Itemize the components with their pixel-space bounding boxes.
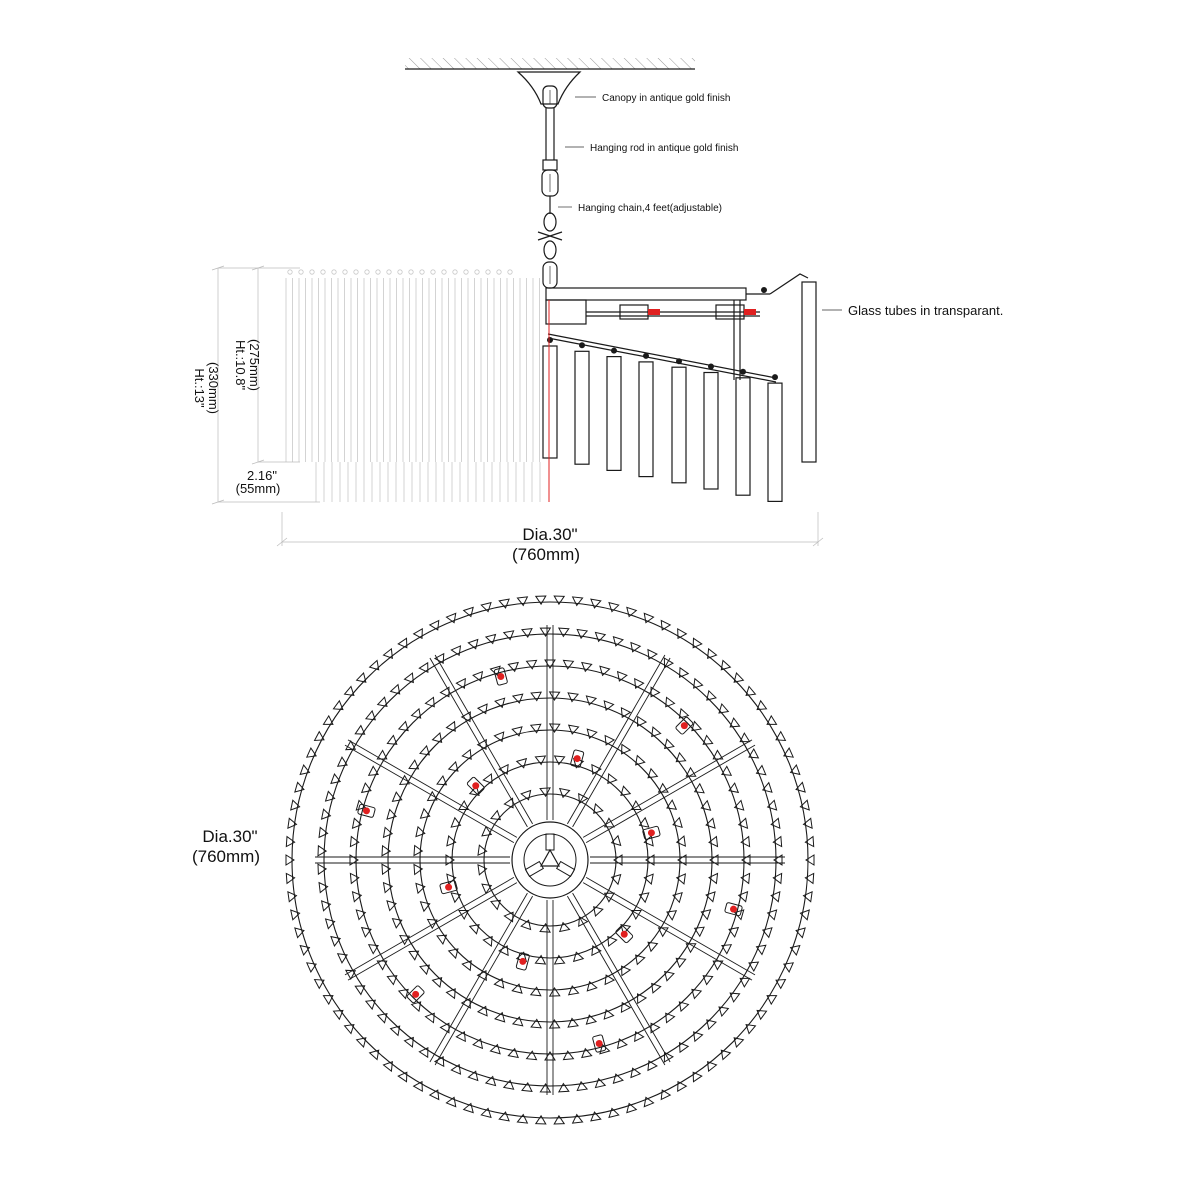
spoke-line [583, 883, 752, 981]
spoke-line [573, 658, 671, 827]
crystal-triangle [338, 757, 347, 766]
ghost-hook [431, 270, 435, 274]
crystal-triangle [350, 855, 358, 865]
crystal-triangle [768, 800, 777, 810]
crystal-triangle [295, 928, 304, 938]
glass-tube [736, 378, 750, 495]
ghost-hook [486, 270, 490, 274]
ghost-hook [398, 270, 402, 274]
ghost-hook [299, 270, 303, 274]
glass-tube [607, 357, 621, 471]
height-inner-label: Ht.:10.8" [233, 339, 248, 391]
tube-hook [611, 348, 617, 354]
crystal-triangle [517, 759, 527, 768]
crystal-triangle [661, 621, 670, 630]
crystal-triangle [673, 818, 682, 828]
tube-hook [547, 337, 553, 343]
lamp-bulb [621, 931, 628, 938]
crystal-triangle [550, 692, 560, 700]
crystal-triangle [545, 1052, 555, 1060]
drop-label: 2.16" [247, 468, 277, 483]
crystal-triangle [605, 736, 614, 745]
lamp-bulb [445, 884, 452, 891]
lamp-bulb [472, 782, 479, 789]
spoke-line [430, 658, 528, 827]
crystal-triangle [554, 596, 564, 604]
lamp-bulb [681, 722, 688, 729]
height-inner-mm-label: (275mm) [247, 338, 262, 392]
side-diameter-mm-label: (760mm) [511, 545, 581, 564]
glass-tube [543, 346, 557, 458]
height-outer-label: Ht.:13" [192, 368, 207, 408]
crystal-triangle [784, 963, 793, 972]
lamp-bulb [519, 958, 526, 965]
crystal-triangle [387, 809, 396, 819]
tube-hook [676, 358, 682, 364]
crystal-triangle [512, 984, 522, 993]
top-diameter-mm-label: (760mm) [191, 847, 261, 866]
ghost-hook [453, 270, 457, 274]
crystal-triangle [307, 963, 316, 972]
crystal-triangle [490, 1045, 500, 1054]
crystal-triangle [318, 864, 326, 874]
ghost-hook [310, 270, 314, 274]
tube-hook [579, 342, 585, 348]
lamp-bulb [412, 991, 419, 998]
ghost-hook [420, 270, 424, 274]
ghost-hook [387, 270, 391, 274]
crystal-triangle [695, 784, 704, 793]
glass-tubes-side [543, 282, 816, 501]
side-diameter-label: Dia.30" [522, 525, 578, 544]
crystal-triangle [600, 666, 610, 675]
spoke-line [573, 893, 671, 1062]
crystal-triangle [356, 910, 365, 920]
lamp-bulb [648, 829, 655, 836]
ghost-hook [365, 270, 369, 274]
crystal-triangle [806, 855, 814, 865]
crystal-triangle [605, 975, 614, 984]
crystal-triangle [486, 1077, 496, 1086]
crystal-triangle [481, 1108, 491, 1117]
ceiling-hatch [405, 58, 695, 69]
ghost-hook [288, 270, 292, 274]
top-view [192, 596, 814, 1124]
crystal-triangle [710, 855, 718, 865]
glass-tube [639, 362, 653, 477]
crystal-triangle [646, 855, 654, 865]
crystal-triangle [695, 927, 704, 936]
lamp-bulb [730, 906, 737, 913]
crystal-triangle [545, 660, 555, 668]
crystal-triangle [742, 855, 750, 865]
frame-arm [546, 274, 808, 382]
crystal-triangle [295, 782, 304, 792]
drop-mm-label: (55mm) [235, 481, 281, 496]
side-view [192, 58, 1003, 564]
tube-hook [643, 353, 649, 359]
crystal-triangle [735, 800, 744, 810]
tube-hook [740, 369, 746, 375]
crystal-triangle [673, 893, 682, 903]
ghost-hook [321, 270, 325, 274]
crystal-triangle [796, 928, 805, 938]
canopy [518, 72, 580, 104]
crystal-triangle [612, 836, 621, 846]
ghost-hook [343, 270, 347, 274]
ghost-hook [376, 270, 380, 274]
crystal-triangle [482, 884, 491, 893]
crystal-triangle [796, 782, 805, 792]
crystal-triangle [648, 650, 657, 659]
top-diameter-label: Dia.30" [202, 827, 258, 846]
glass-tube [672, 367, 686, 483]
crystal-triangle [609, 1108, 619, 1117]
spoke-line [583, 740, 752, 838]
crystal-triangle [609, 603, 619, 612]
lamp-bulb [596, 1040, 603, 1047]
crystal-triangle [446, 855, 454, 865]
crystal-triangle [574, 952, 584, 961]
crystal-triangle [430, 621, 439, 630]
glass-tube-long [802, 282, 816, 462]
crystal-triangle [387, 901, 396, 911]
lamp-bulb [363, 807, 370, 814]
center-hub [512, 822, 588, 898]
ghost-hook [497, 270, 501, 274]
rod-callout: Hanging rod in antique gold finish [590, 143, 739, 154]
spoke-line [348, 883, 517, 981]
crystal-triangle [307, 748, 316, 757]
ghost-hook [475, 270, 479, 274]
crystal-triangle [586, 1015, 596, 1024]
glass-tubes-ghost [286, 270, 540, 502]
crystal-triangle [667, 800, 676, 809]
crystal-triangle [661, 1090, 670, 1099]
crystal-triangle [482, 827, 491, 836]
spoke-line [348, 740, 517, 838]
crystal-triangle [550, 988, 560, 996]
ghost-hook [332, 270, 336, 274]
lamp-bulb [497, 673, 504, 680]
glass-tube [704, 373, 718, 490]
crystal-triangle [540, 628, 550, 636]
crystal-triangle [540, 1084, 550, 1092]
spoke-line [430, 893, 528, 1062]
chain-callout: Hanging chain,4 feet(adjustable) [578, 203, 722, 214]
tube-hook [708, 364, 714, 370]
tubes-callout: Glass tubes in transparant. [848, 303, 1004, 318]
glass-tube [575, 351, 589, 464]
hanging-chain [538, 196, 562, 288]
glass-tube [768, 383, 782, 501]
crystal-triangle [774, 855, 782, 865]
crystal-triangle [451, 646, 460, 655]
ghost-hook [464, 270, 468, 274]
lamp-bulb [574, 755, 581, 762]
crystal-triangle [586, 696, 596, 705]
crystal-triangle [451, 1065, 460, 1074]
crystal-triangle [481, 603, 491, 612]
crystal-triangle [430, 1090, 439, 1099]
tube-hook [772, 374, 778, 380]
crystal-triangle [554, 1116, 564, 1124]
crystal-triangle [478, 1007, 487, 1016]
crystal-triangle [667, 911, 676, 920]
crystal-triangle [486, 634, 496, 643]
ghost-hook [442, 270, 446, 274]
hub-outer [512, 822, 588, 898]
crystal-triangle [784, 748, 793, 757]
canopy-callout: Canopy in antique gold finish [602, 93, 731, 104]
height-outer-mm-label: (330mm) [206, 361, 221, 415]
crystal-triangle [512, 727, 522, 736]
ghost-hook [354, 270, 358, 274]
crystal-triangle [478, 704, 487, 713]
crystal-triangle [326, 919, 335, 929]
crystal-triangle [550, 1020, 560, 1028]
crystal-triangle [536, 596, 546, 604]
crystal-triangle [318, 846, 326, 856]
crystal-triangle [326, 791, 335, 801]
crystal-triangle [286, 855, 294, 865]
ghost-hook [409, 270, 413, 274]
crystal-triangle [614, 855, 622, 865]
ghost-hook [508, 270, 512, 274]
crystal-triangle [678, 855, 686, 865]
crystal-triangle [648, 1061, 657, 1070]
crystal-triangle [550, 724, 560, 732]
crystal-triangle [338, 954, 347, 963]
crystal-triangle [612, 875, 621, 885]
tube-hook [761, 287, 767, 293]
crystal-triangle [768, 910, 777, 920]
crystal-triangle [536, 1116, 546, 1124]
